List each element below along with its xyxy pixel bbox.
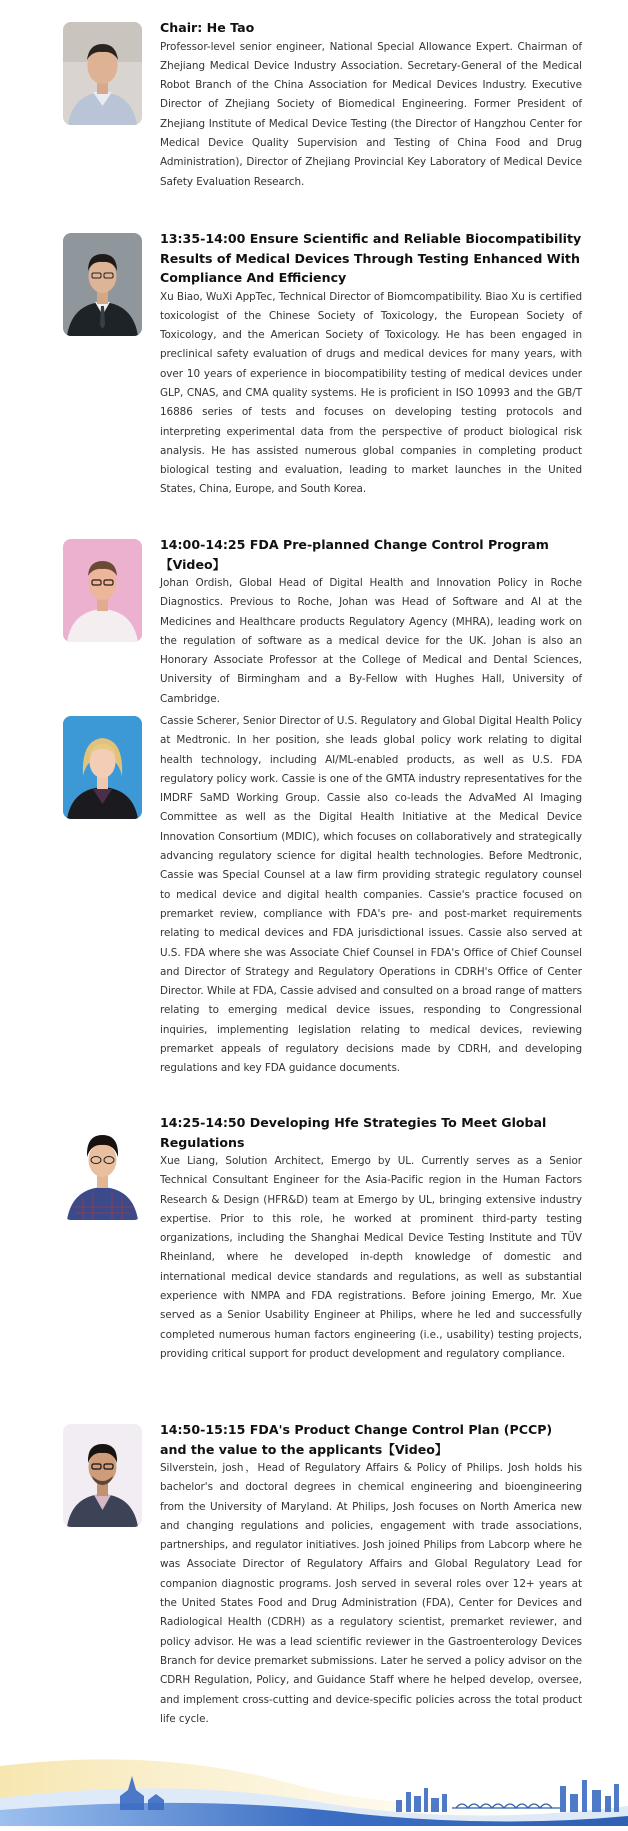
- portrait-icon: [63, 716, 142, 819]
- speaker-photo: [63, 716, 142, 819]
- speaker-bio: Johan Ordish, Global Head of Digital Health and Innovation Policy in Roche Diagnostics. Previous to Roche, Johan was Head of Software and AI at the Medicines and Healthcare products Regulatory Agency (MHRA), leading work on the regulation of software as a medical device for the UK. Johan is also an Honorary Associate Professor at the College of Medical and Dental Sciences, University of Birmingham and a By-Fellow with Hughes Hall, University of Cambridge.: [160, 577, 582, 705]
- portrait-icon: [63, 1424, 142, 1527]
- speaker-bio: Xu Biao, WuXi AppTec, Technical Director of Biomcompatibility. Biao Xu is certified toxicologist of the Chinese Society of Toxicology, the European Society of Toxicology, and the American Society of Toxicology. He has been engaged in preclinical safety evaluation of drugs and medical devices for many years, with over 10 years of experience in biocompatibility testing of medical devices under GLP, CNAS, and CMA quality systems. He is proficient in ISO 10993 and the GB/T 16886 series of tests and focuses on developing testing protocols and interpreting experimental data from the perspective of product biological risk analysis. He has assisted numerous global companies in completing product biological testing and evaluation, leading to market launches in the United States, China, Europe, and South Korea.: [160, 290, 582, 496]
- footer-decoration: [0, 1706, 628, 1826]
- speaker-photo: [63, 22, 142, 125]
- portrait-icon: [63, 22, 142, 125]
- portrait-icon: [63, 1117, 142, 1220]
- speaker-photo: [63, 1424, 142, 1527]
- speaker-title: 14:50-15:15 FDA's Product Change Control Plan (PCCP) and the value to the applicants【Video】: [160, 1422, 553, 1457]
- speaker-title: 14:00-14:25 FDA Pre-planned Change Control Program【Video】: [160, 537, 549, 572]
- speaker-bio: Cassie Scherer, Senior Director of U.S. Regulatory and Global Digital Health Policy at Medtronic. In her position, she leads global policy work relating to digital health technology, including AI/ML-enabled products, as well as U.S. FDA regulatory policy work. Cassie is one of the GMTA industry representatives for the IMDRF SaMD Working Group. Cassie also co-leads the AdvaMed AI Imaging Committee as well as the Digital Health Initiative at the Medical Device Innovation Consortium (MDIC), which focuses on collaboratively and strategically advancing regulatory science for digital health technologies. Before Medtronic, Cassie was Special Counsel at a law firm providing strategic regulatory counsel to medical device and digital health companies. Cassie's practice focused on premarket review, compliance with FDA's pre- and post-market requirements relating to medical devices and FDA jurisdictional issues. Cassie also served at U.S. FDA where she was Associate Chief Counsel in FDA's Office of Chief Counsel and Director of Strategy and Regulatory Operations in CDRH's Office of Center Director. While at FDA, Cassie advised and consulted on a broad range of matters relating to emerging medical device issues, responding to Congressional inquiries, implementing legislation relating to medical devices, reviewing premarket appeals of regulatory decisions made by CDRH, and developing regulations and key FDA guidance documents.: [160, 715, 582, 1075]
- speaker-title: 14:25-14:50 Developing Hfe Strategies To Meet Global Regulations: [160, 1115, 547, 1150]
- speaker-title: Chair: He Tao: [160, 20, 255, 35]
- portrait-icon: [63, 233, 142, 336]
- portrait-icon: [63, 539, 142, 642]
- speaker-title: 13:35-14:00 Ensure Scientific and Reliable Biocompatibility Results of Medical Devices Through Testing Enhanced With Compliance And Efficiency: [160, 231, 582, 285]
- speaker-photo: [63, 539, 142, 642]
- speaker-bio: Professor-level senior engineer, National Special Allowance Expert. Chairman of Zhejiang Medical Device Industry Association. Secretary-General of the Medical Robot Branch of the China Association for Medical Devices Industry. Executive Director of Zhejiang Society of Biomedical Engineering. Former President of Zhejiang Institute of Medical Device Testing (the Director of Hangzhou Center for Medical Device Quality Supervision and Testing of China Food and Drug Administration), Director of Zhejiang Provincial Key Laboratory of Medical Device Safety Evaluation Research.: [160, 40, 582, 188]
- speaker-photo: [63, 233, 142, 336]
- speaker-bio: Silverstein, josh，Head of Regulatory Affairs & Policy of Philips. Josh holds his bachelor's and doctoral degrees in chemical engineering and bioengineering from the University of Maryland. At Philips, Josh focuses on North America new and changing regulations and policies, engagement with trade associations, partnerships, and regulator initiatives. Josh joined Philips from Labcorp where he was Associate Director of Regulatory Affairs and Global Regulatory Lead for companion diagnostic programs. Josh served in several roles over 12+ years at the United States Food and Drug Administration (FDA), Center for Devices and Radiological Health (CDRH) as a regulatory scientist, premarket reviewer, and policy advisor. He was a lead scientific reviewer in the Gastroenterology Devices Branch for device premarket submissions. Later he served a policy advisor on the CDRH Regulation, Policy, and Guidance Staff where he helped develop, oversee, and implement cross-cutting and device-specific policies across the total product life cycle.: [160, 1462, 582, 1725]
- skyline-icon: [0, 1706, 628, 1826]
- speaker-photo: [63, 1117, 142, 1220]
- speaker-bio: Xue Liang, Solution Architect, Emergo by UL. Currently serves as a Senior Technical Consultant Engineer for the Asia-Pacific region in the Human Factors Research & Design (HFR&D) team at Emergo by UL, bringing extensive industry expertise. Prior to this role, he worked at prominent third-party testing organizations, including the Shanghai Medical Device Testing Institute and TÜV Rheinland, where he developed in-depth knowledge of domestic and international medical device standards and regulations, as well as substantial experience with NMPA and FDA registrations. Before joining Emergo, Mr. Xue served as a Senior Usability Engineer at Philips, where he led and successfully completed numerous human factors engineering (i.e., usability) testing projects, providing critical support for product development and regulatory compliance.: [160, 1155, 582, 1360]
